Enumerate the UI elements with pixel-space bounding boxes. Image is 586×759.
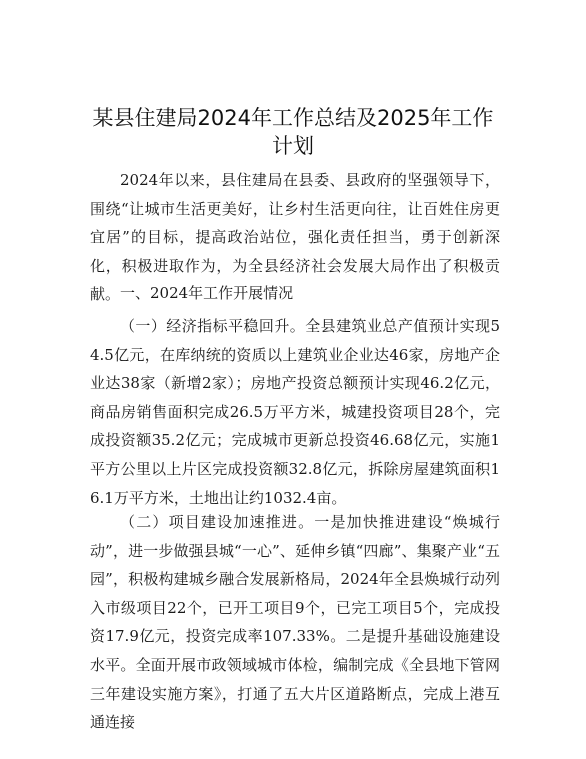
paragraph-economic-indicators: （一）经济指标平稳回升。全县建筑业总产值预计实现54.5亿元，在库纳统的资质以上建筑业企业达46家，房地产企业达38家（新增2家）；房地产投资总额预计实现46.2亿元，商品房销售面积完成26.5万平方米，城建投资项目28个，完成投资额35.2亿元；完成城市更新总投资46.68亿元，实施1平方公里以上片区完成投资额32.8亿元，拆除房屋建筑面积16.1万平方米，土地出让约1032.4亩。: [90, 317, 500, 507]
paragraph-project-construction: （二）项目建设加速推进。一是加快推进建设“焕城行动”，进一步做强县城“一心”、延伸乡镇“四廊”、集聚产业“五园”，积极构建城乡融合发展新格局，2024年全县焕城行动列入市级项目22个，已开工项目9个，已完工项目5个，完成投资17.9亿元，投资完成率107.33%。二是提升基础设施建设水平。全面开展市政领域城市体检，编制完成《全县地下管网三年建设实施方案》，打通了五大片区道路断点，完成上港互通连接: [90, 513, 500, 732]
section-heading-2024-work: 一、2024年工作开展情况: [120, 284, 294, 302]
intro-paragraph: 2024年以来，县住建局在县委、县政府的坚强领导下，围绕“让城市生活更美好，让乡村生活更向往，让百姓住房更宜居”的目标，提高政治站位，强化责任担当，勇于创新深化，积极进取作为，为全县经济社会发展大局作出了积极贡献。: [90, 171, 500, 304]
document-title: 某县住建局2024年工作总结及2025年工作计划: [92, 106, 494, 158]
